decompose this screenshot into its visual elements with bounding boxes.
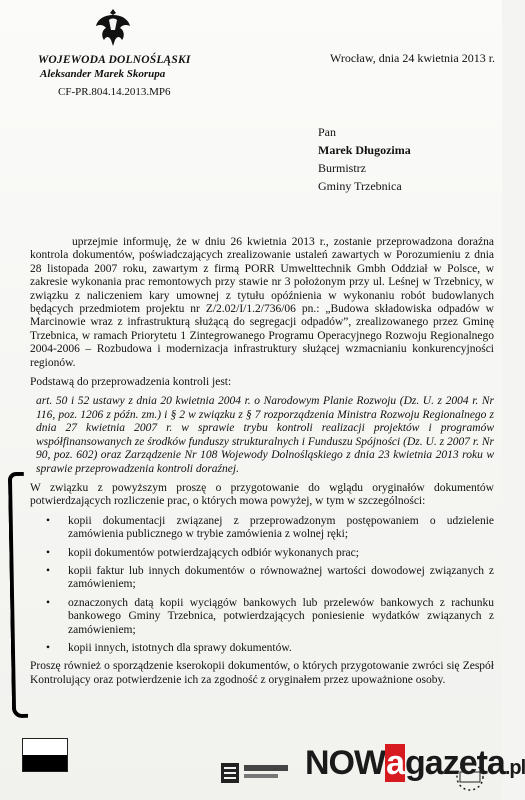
recipient-block [318, 123, 411, 195]
issuer-title: WOJEWODA DOLNOŚLĄSKI [38, 54, 191, 66]
place-and-date: Wrocław, dnia 24 kwietnia 2013 r. [330, 51, 496, 65]
reference-number: CF-PR.804.14.2013.MP6 [58, 86, 171, 98]
recipient-position: Burmistrz [318, 161, 366, 175]
document-list [40, 515, 494, 656]
polish-flag-icon [22, 738, 68, 772]
list-item: • kopii dokumentów potwierdzających odbiór wykonanych prac; [40, 547, 494, 560]
paragraph-legal-basis-heading: Podstawą do przeprowadzenia kontroli jest: [30, 376, 232, 389]
watermark-part-1: NOW [305, 744, 386, 782]
list-item: • kopii dokumentacji związanej z przeprowadzonym postępowaniem o udzielenie zamówienia publicznego w trybie zamówienia z wolnej ręki; [40, 515, 494, 542]
watermark-part-2: gazeta [405, 744, 505, 782]
recipient-salutation: Pan [318, 125, 336, 139]
list-item: • kopii innych, istotnych dla sprawy dokumentów. [40, 642, 494, 655]
list-item: • kopii faktur lub innych dokumentów o równoważnej wartości dowodowej związanych z zamówieniem; [40, 565, 494, 592]
list-item: • oznaczonych datą kopii wyciągów bankowych lub przelewów bankowych z rachunku bankowego Gminy Trzebnica, potwierdzających poniesienie wydatków związanych z zamówieniem; [40, 597, 494, 637]
watermark-domain: .pl [504, 757, 525, 779]
paragraph-notice: uprzejmie informuję, że w dniu 26 kwietnia 2013 r., zostanie przeprowadzona doraźna kontrola dokumentów, poświadczających zrealizowanie ustaleń zawartych w Porozumieniu z dnia 28 listopada 2007 roku, zawartym z firmą PORR Umwelttechnik Gmbh Oddział w Polsce, w zakresie wykonania prac remontowych przy stawie nr 3 położonym przy ul. Leśnej w Trzebnicy, w związku z naliczeniem kary umownej z tytułu opóźnienia w wykonaniu robót budowlanych będących przedmiotem projektu nr Z/2.02/I/1.2/736/06 pn.: „Budowa składowiska odpadów w Marcinowie wraz z infrastrukturą służącą do segregacji odpadów”, zrealizowanego przez Gminę Trzebnica, w ramach Priorytetu 1 Zintegrowanego Programu Operacyjnego Rozwoju Regionalnego 2004-2006 – Rozbudowa i modernizacja infrastruktury służącej wzmacnianiu konkurencyjności regionów. [30, 236, 494, 369]
issuer-name: Aleksander Marek Skorupa [40, 68, 166, 80]
paragraph-copies: Proszę również o sporządzenie kserokopii dokumentów, o których przygotowanie zwróci się Zespół Kontrolujący oraz potwierdzenie ich za zgodność z oryginałem przez upoważnione osoby. [30, 660, 494, 686]
recipient-institution: Gminy Trzebnica [318, 179, 402, 193]
paragraph-request: W związku z powyższym proszę o przygotowanie do wglądu oryginałów dokumentów potwierdzających rozliczenie prac, o których mowa powyżej, w tym w szczególności: [30, 481, 494, 508]
recipient-name: Marek Długozima [318, 143, 411, 157]
hand-drawn-bracket [8, 472, 28, 718]
polish-eagle-emblem-icon [94, 6, 132, 50]
watermark-highlight: a [386, 744, 405, 782]
eu-stars-stamp-icon [446, 760, 494, 794]
paragraph-legal-basis: art. 50 i 52 ustawy z dnia 20 kwietnia 2004 r. o Narodowym Planie Rozwoju (Dz. U. z 2004 r. Nr 116, poz. 1206 z późn. zm.) i § 2 w związku z § 7 rozporządzenia Ministra Rozwoju Regionalnego z dnia 27 kwietnia 2007 r. w sprawie trybu kontroli realizacji projektów i programów współfinansowanych ze środków funduszy strukturalnych i Funduszu Spójności (Dz. U. z 2007 r. Nr 90, poz. 602) oraz Zarządzenie Nr 108 Wojewody Dolnośląskiego z dnia 23 kwietnia 2013 roku w sprawie przeprowadzenia kontroli doraźnej. [36, 395, 494, 475]
eu-funds-logo-icon [220, 760, 290, 786]
letter-body [30, 236, 494, 693]
